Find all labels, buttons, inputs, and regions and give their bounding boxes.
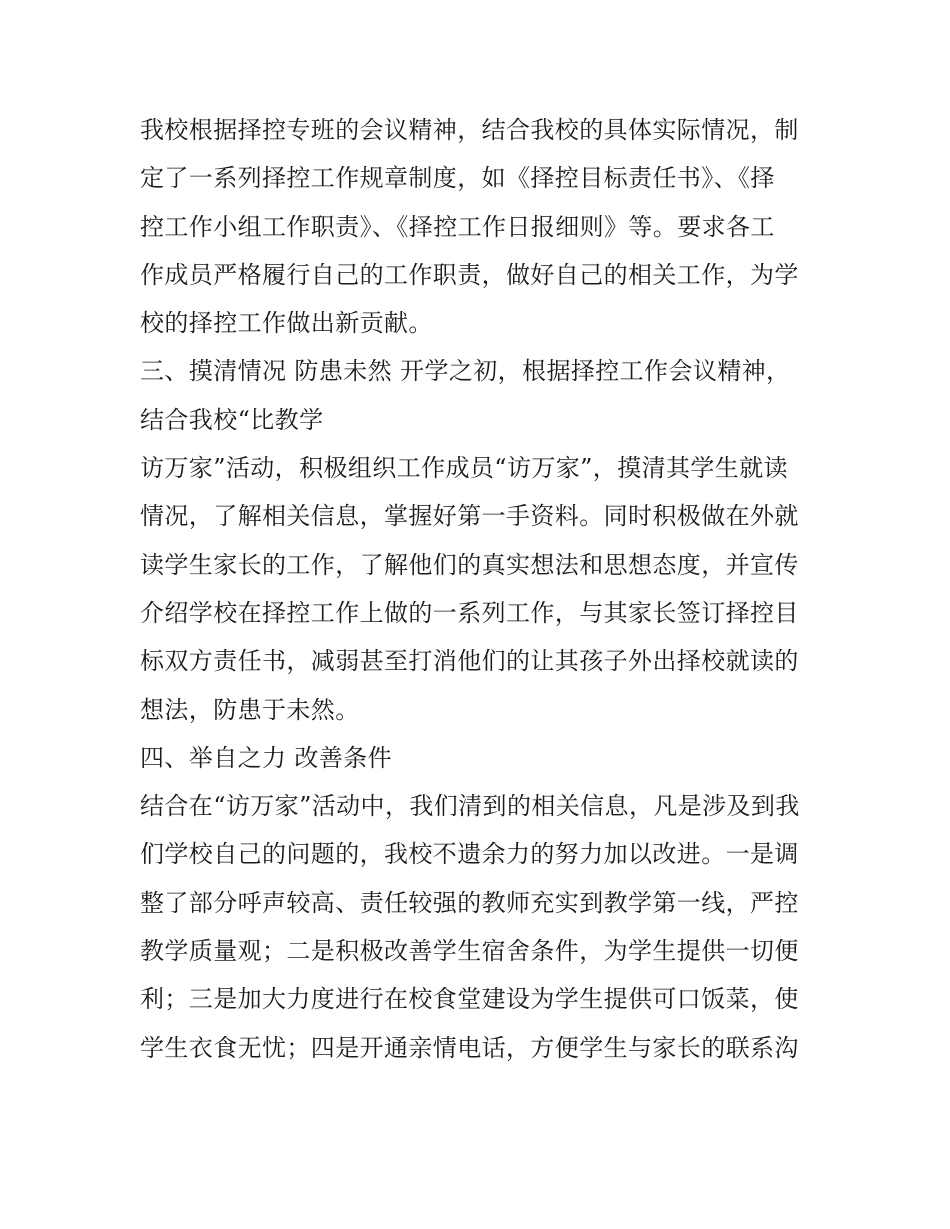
text-line: 作成员严格履行自己的工作职责，做好自己的相关工作，为学: [140, 260, 799, 289]
text-line: 想法，防患于未然。: [140, 695, 360, 724]
section-heading-3: 三、摸清情况 防患未然 开学之初，根据择控工作会议精神，: [140, 357, 791, 386]
text-line: 利；三是加大力度进行在校食堂建设为学生提供可口饭菜，使: [140, 985, 799, 1014]
text-line: 整了部分呼声较高、责任较强的教师充实到教学第一线，严控: [140, 888, 799, 917]
text-line: 访万家”活动，积极组织工作成员“访万家”，摸清其学生就读: [140, 454, 789, 483]
text-line: 教学质量观；二是积极改善学生宿舍条件，为学生提供一切便: [140, 937, 799, 966]
text-line: 校的择控工作做出新贡献。: [140, 309, 433, 338]
text-line: 们学校自己的问题的，我校不遗余力的努力加以改进。一是调: [140, 840, 799, 869]
text-line: 控工作小组工作职责》、《择控工作日报细则》等。要求各工: [140, 212, 775, 241]
section-heading-4: 四、举自之力 改善条件: [140, 743, 393, 772]
body-text: [140, 106, 820, 1072]
text-line: 学生衣食无忧；四是开通亲情电话，方便学生与家长的联系沟: [140, 1033, 799, 1062]
text-line: 读学生家长的工作，了解他们的真实想法和思想态度，并宣传: [140, 550, 799, 579]
text-line: 我校根据择控专班的会议精神，结合我校的具体实际情况，制: [140, 116, 799, 144]
text-line: 结合我校“比教学: [140, 405, 324, 434]
text-line: 介绍学校在择控工作上做的一系列工作，与其家长签订择控目: [140, 598, 799, 627]
text-line: 情况，了解相关信息，掌握好第一手资料。同时积极做在外就: [140, 502, 799, 531]
text-line: 结合在“访万家”活动中，我们清到的相关信息，凡是涉及到我: [140, 792, 800, 821]
text-line: 定了一系列择控工作规章制度，如《择控目标责任书》、《择: [140, 164, 775, 193]
text-line: 标双方责任书，减弱甚至打消他们的让其孩子外出择校就读的: [140, 647, 799, 676]
